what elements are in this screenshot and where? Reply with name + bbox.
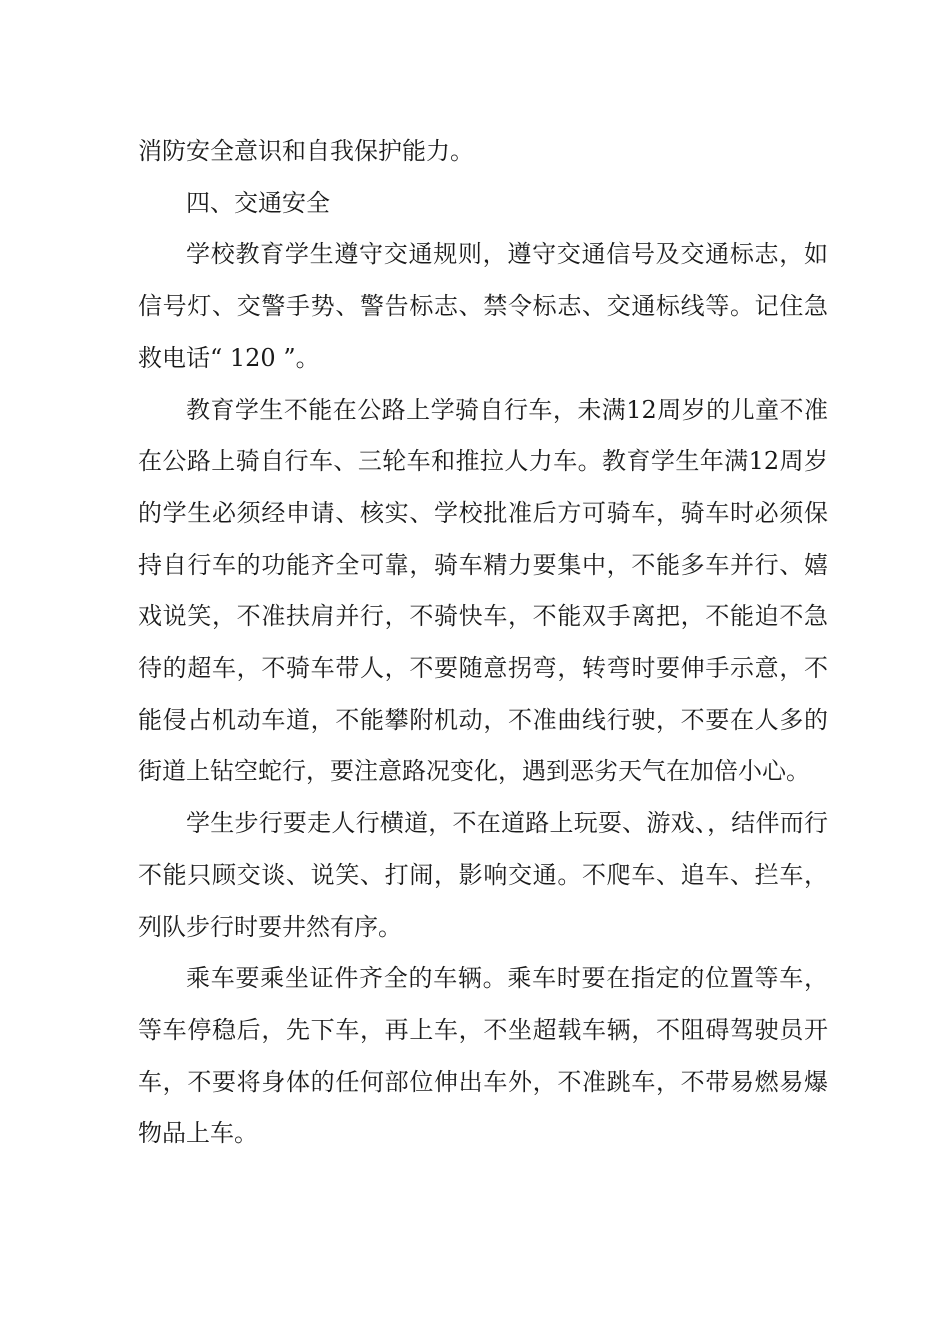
paragraph-bicycle-riding: 教育学生不能在公路上学骑自行车，未满12周岁的儿童不准在公路上骑自行车、三轮车和推拉人力车。教育学生年满12周岁的学生必须经申请、核实、学校批准后方可骑车，骑车时必须保持自行车的功能齐全可靠，骑车精力要集中，不能多车并行、嬉戏说笑，不准扶肩并行，不骑快车，不能双手离把，不能迫不急待的超车，不骑车带人，不要随意拐弯，转弯时要伸手示意，不能侵占机动车道，不能攀附机动，不准曲线行驶，不要在人多的街道上钻空蛇行，要注意路况变化，遇到恶劣天气在加倍小心。 [138,395,828,786]
paragraph-traffic-rules: 学校教育学生遵守交通规则，遵守交通信号及交通标志，如信号灯、交警手势、警告标志、禁令标志、交通标线等。记住急救电话“ 120 ”。 [138,240,828,372]
section-heading-traffic-safety: 四、交通安全 [186,188,330,217]
paragraph-riding-vehicles: 乘车要乘坐证件齐全的车辆。乘车时要在指定的位置等车，等车停稳后，先下车，再上车，不坐超载车辆，不阻碍驾驶员开车，不要将身体的任何部位伸出车外，不准跳车，不带易燃易爆物品上车。 [138,964,828,1148]
paragraph-walking: 学生步行要走人行横道，不在道路上玩耍、游戏、，结伴而行不能只顾交谈、说笑、打闹，影响交通。不爬车、追车、拦车，列队步行时要井然有序。 [138,809,828,941]
document-body [138,126,828,1160]
paragraph-continuation: 消防安全意识和自我保护能力。 [138,137,474,165]
